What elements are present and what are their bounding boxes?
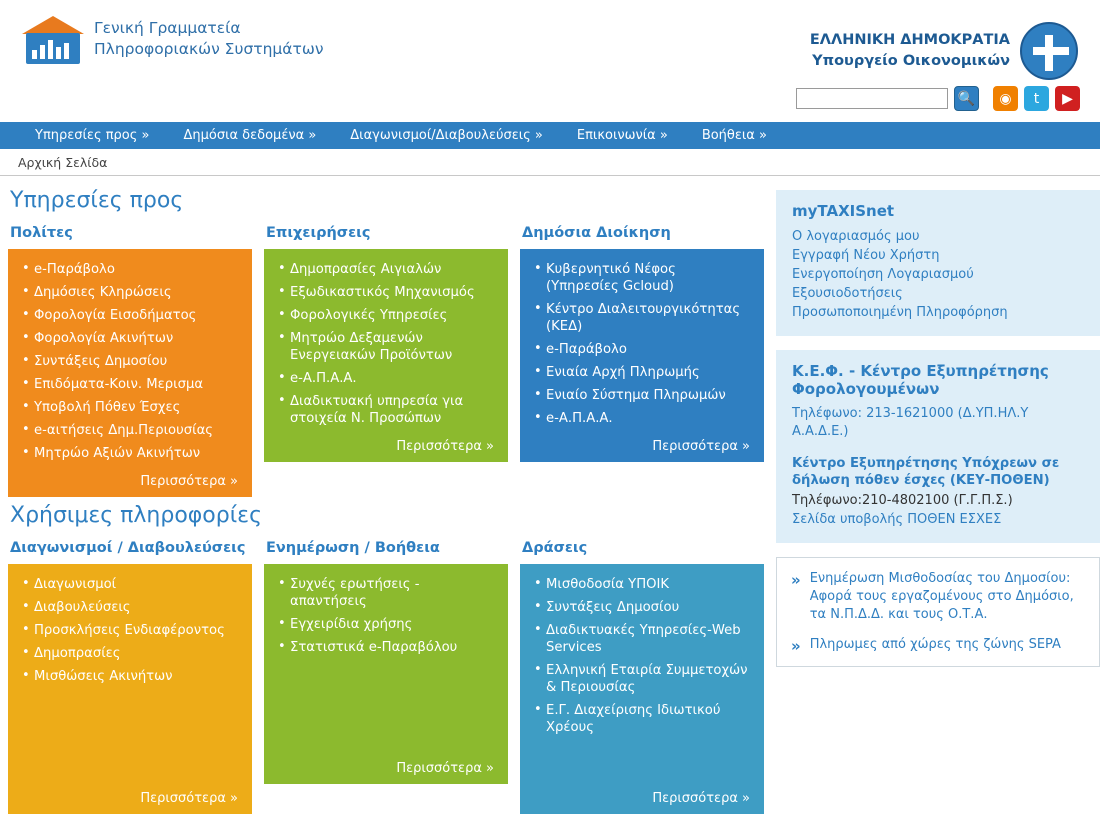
- main-navigation: [0, 122, 1100, 149]
- card-actions-body: [520, 564, 764, 814]
- page-header: [0, 0, 1100, 122]
- section-title-services: Υπηρεσίες προς: [10, 188, 184, 213]
- list-item[interactable]: • Μισθοδοσία ΥΠΟΙΚ: [534, 576, 750, 593]
- list-item[interactable]: • Ε.Γ. Διαχείρισης Ιδιωτικού Χρέους: [534, 702, 750, 736]
- card-businesses: [264, 225, 508, 497]
- list-item[interactable]: • Επιδόματα-Κοιν. Μερισμα: [22, 376, 238, 393]
- card-actions-title: Δράσεις: [522, 540, 588, 556]
- list-item[interactable]: • Φορολογικές Υπηρεσίες: [278, 307, 494, 324]
- panel-mytaxisnet: [776, 190, 1100, 336]
- card-public-administration-title: Δημόσια Διοίκηση: [522, 225, 671, 241]
- mytaxisnet-link-account[interactable]: Ο λογαριασμός μου: [792, 229, 920, 244]
- section-title-useful-info: Χρήσιμες πληροφορίες: [10, 503, 262, 528]
- main-column: [0, 176, 770, 820]
- card-public-administration-body: [520, 249, 764, 462]
- chevron-right-icon: »: [791, 571, 801, 589]
- search-icon[interactable]: 🔍: [954, 86, 979, 111]
- list-item[interactable]: • Κυβερνητικό Νέφος (Υπηρεσίες Gcloud): [534, 261, 750, 295]
- card-tenders-body: [8, 564, 252, 814]
- search-input[interactable]: [796, 88, 948, 109]
- more-link[interactable]: Περισσότερα »: [396, 761, 494, 776]
- nav-item-ypiresies[interactable]: Υπηρεσίες προς »: [35, 128, 150, 143]
- list-item[interactable]: • Μητρώο Αξιών Ακινήτων: [22, 445, 238, 462]
- list-item[interactable]: • e-αιτήσεις Δημ.Περιουσίας: [22, 422, 238, 439]
- org-name: [94, 14, 323, 60]
- panel-kef-title: Κ.Ε.Φ. - Κέντρο Εξυπηρέτησης Φορολογουμένων: [792, 362, 1049, 398]
- chevron-right-icon: »: [791, 637, 801, 655]
- list-item[interactable]: • Προσκλήσεις Ενδιαφέροντος: [22, 622, 238, 639]
- list-item[interactable]: • Κέντρο Διαλειτουργικότητας (ΚΕΔ): [534, 301, 750, 335]
- list-item[interactable]: • Εγχειρίδια χρήσης: [278, 616, 494, 633]
- card-help: [264, 540, 508, 814]
- mytaxisnet-link-activate[interactable]: Ενεργοποίηση Λογαριασμού: [792, 267, 974, 282]
- ministry-line1: ΕΛΛΗΝΙΚΗ ΔΗΜΟΚΡΑΤΙΑ: [809, 32, 1010, 48]
- list-item[interactable]: • Ενιαία Αρχή Πληρωμής: [534, 364, 750, 381]
- list-item[interactable]: • Διαδικτυακές Υπηρεσίες-Web Services: [534, 622, 750, 656]
- notice-item[interactable]: [791, 636, 1085, 654]
- card-citizens-body: [8, 249, 252, 497]
- rss-icon[interactable]: ◉: [993, 86, 1018, 111]
- kef-sub-title: Κέντρο Εξυπηρέτησης Υπόχρεων σε δήλωση πόθεν έσχες (ΚΕΥ-ΠΟΘΕΝ): [792, 456, 1060, 488]
- list-item[interactable]: • Συντάξεις Δημοσίου: [534, 599, 750, 616]
- more-link[interactable]: Περισσότερα »: [396, 439, 494, 454]
- list-item[interactable]: • Υποβολή Πόθεν Έσχες: [22, 399, 238, 416]
- list-item[interactable]: • Δημοπρασίες Αιγιαλών: [278, 261, 494, 278]
- list-item[interactable]: • Φορολογία Ακινήτων: [22, 330, 238, 347]
- more-link[interactable]: Περισσότερα »: [652, 791, 750, 806]
- notice-text[interactable]: Ενημέρωση Μισθοδοσίας του Δημοσίου: Αφορά τους εργαζομένους στο Δημόσιο, τα Ν.Π.Δ.Δ. και τους Ο.Τ.Α.: [809, 571, 1074, 622]
- list-item[interactable]: • e-Α.Π.Α.Α.: [278, 370, 494, 387]
- sidebar: [770, 176, 1100, 820]
- list-item[interactable]: • Συχνές ερωτήσεις - απαντήσεις: [278, 576, 494, 610]
- org-name-line2: Πληροφοριακών Συστημάτων: [94, 40, 324, 58]
- card-public-administration: [520, 225, 764, 497]
- mytaxisnet-link-register[interactable]: Εγγραφή Νέου Χρήστη: [792, 248, 940, 263]
- card-tenders: [8, 540, 252, 814]
- card-group-useful-info: [8, 540, 770, 814]
- panel-kef: [776, 350, 1100, 543]
- list-item[interactable]: • Φορολογία Εισοδήματος: [22, 307, 238, 324]
- youtube-icon[interactable]: ▶: [1055, 86, 1080, 111]
- notice-item[interactable]: [791, 570, 1085, 624]
- list-item[interactable]: • Δημοπρασίες: [22, 645, 238, 662]
- more-link[interactable]: Περισσότερα »: [140, 474, 238, 489]
- list-item[interactable]: • Διαγωνισμοί: [22, 576, 238, 593]
- card-citizens-title: Πολίτες: [10, 225, 73, 241]
- more-link[interactable]: Περισσότερα »: [652, 439, 750, 454]
- list-item[interactable]: • Ελληνική Εταιρία Συμμετοχών & Περιουσίας: [534, 662, 750, 696]
- hellenic-republic-crest-icon: [1020, 22, 1078, 80]
- list-item[interactable]: • Διαδικτυακή υπηρεσία για στοιχεία Ν. Προσώπων: [278, 393, 494, 427]
- kef-sub-link[interactable]: Σελίδα υποβολής ΠΟΘΕΝ ΕΣΧΕΣ: [792, 512, 1002, 527]
- card-businesses-title: Επιχειρήσεις: [266, 225, 371, 241]
- panel-notices: [776, 557, 1100, 667]
- search-and-social: [796, 86, 1080, 111]
- notice-text[interactable]: Πληρωμες από χώρες της ζώνης SEPA: [809, 637, 1061, 652]
- card-group-services: [8, 225, 770, 497]
- ministry-block: [810, 22, 1078, 80]
- list-item[interactable]: • Εξωδικαστικός Μηχανισμός: [278, 284, 494, 301]
- list-item[interactable]: • Δημόσιες Κληρώσεις: [22, 284, 238, 301]
- card-tenders-title: Διαγωνισμοί / Διαβουλεύσεις: [10, 540, 246, 556]
- nav-item-dimosia-dedomena[interactable]: Δημόσια δεδομένα »: [183, 128, 317, 143]
- list-item[interactable]: • Συντάξεις Δημοσίου: [22, 353, 238, 370]
- card-help-title: Ενημέρωση / Βοήθεια: [266, 540, 440, 556]
- list-item[interactable]: • e-Α.Π.Α.Α.: [534, 410, 750, 427]
- more-link[interactable]: Περισσότερα »: [140, 791, 238, 806]
- nav-item-voitheia[interactable]: Βοήθεια »: [701, 128, 767, 143]
- nav-item-epikoinonia[interactable]: Επικοινωνία »: [576, 128, 668, 143]
- card-businesses-body: [264, 249, 508, 462]
- gsis-logo-icon: [22, 14, 84, 66]
- breadcrumb-home[interactable]: Αρχική Σελίδα: [18, 155, 108, 170]
- card-help-body: [264, 564, 508, 784]
- ministry-line2: Υπουργείο Οικονομικών: [812, 53, 1010, 69]
- kef-sub-phone: Τηλέφωνο:210-4802100 (Γ.Γ.Π.Σ.): [792, 493, 1013, 508]
- list-item[interactable]: • Στατιστικά e-Παραβόλου: [278, 639, 494, 656]
- site-logo[interactable]: [22, 14, 323, 66]
- panel-mytaxisnet-title: myTAXISnet: [792, 202, 895, 220]
- kef-phone: Τηλέφωνο: 213-1621000 (Δ.ΥΠ.ΗΛ.Υ Α.Α.Δ.Ε.): [792, 406, 1029, 439]
- list-item[interactable]: • Ενιαίο Σύστημα Πληρωμών: [534, 387, 750, 404]
- mytaxisnet-link-authorizations[interactable]: Εξουσιοδοτήσεις: [792, 286, 903, 301]
- twitter-icon[interactable]: t: [1024, 86, 1049, 111]
- card-actions: [520, 540, 764, 814]
- list-item[interactable]: • e-Παράβολο: [22, 261, 238, 278]
- list-item[interactable]: • Μητρώο Δεξαμενών Ενεργειακών Προϊόντων: [278, 330, 494, 364]
- list-item[interactable]: • Μισθώσεις Ακινήτων: [22, 668, 238, 685]
- card-citizens: [8, 225, 252, 497]
- list-item[interactable]: • Διαβουλεύσεις: [22, 599, 238, 616]
- org-name-line1: Γενική Γραμματεία: [94, 19, 241, 37]
- list-item[interactable]: • e-Παράβολο: [534, 341, 750, 358]
- nav-item-diagonismoi[interactable]: Διαγωνισμοί/Διαβουλεύσεις »: [350, 128, 543, 143]
- mytaxisnet-link-personalized[interactable]: Προσωποποιημένη Πληροφόρηση: [792, 305, 1008, 320]
- breadcrumb: [0, 149, 1100, 176]
- page-content: [0, 176, 1100, 820]
